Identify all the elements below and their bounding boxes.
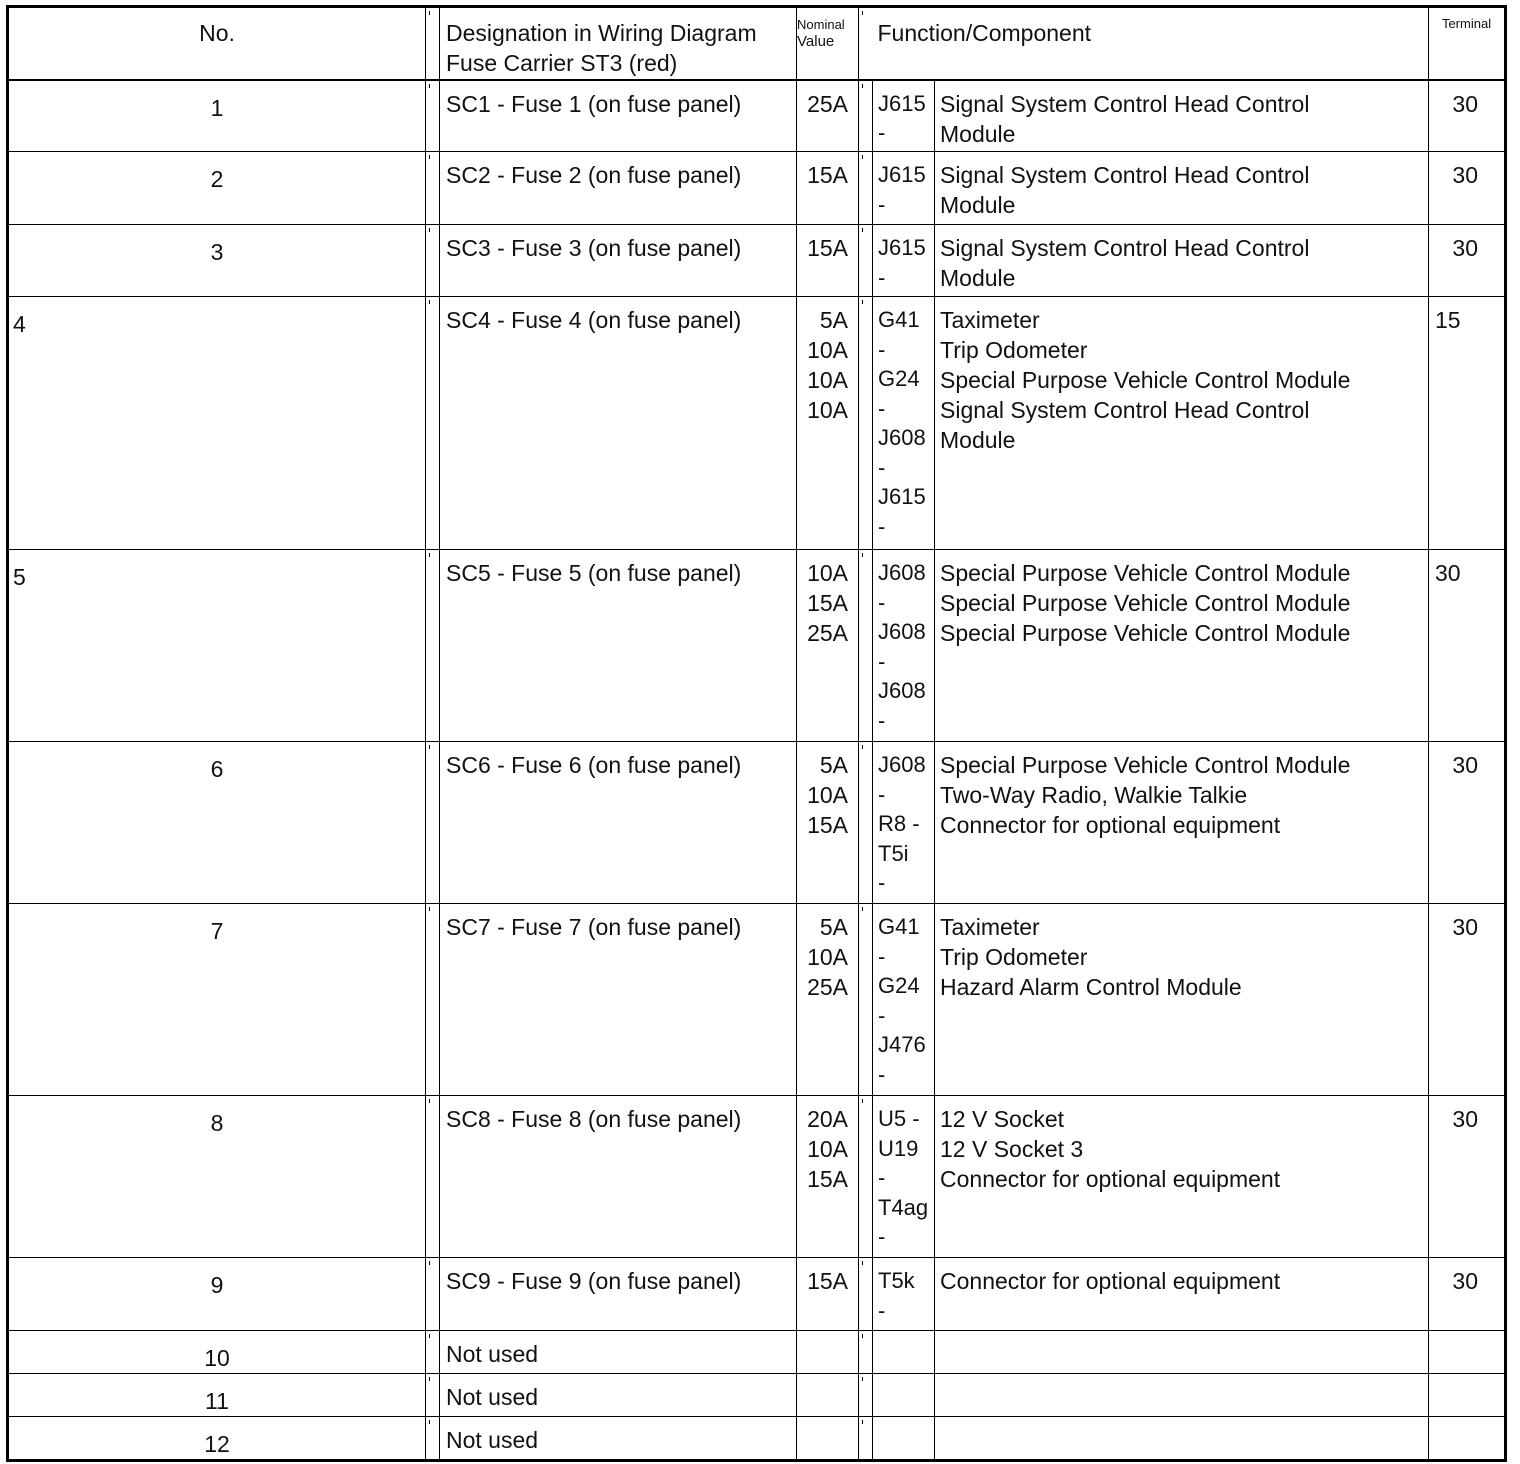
row-spacer-2 — [859, 152, 873, 225]
nominal-value: 10A — [807, 1136, 848, 1162]
component-code: - — [878, 120, 886, 145]
function-line: Special Purpose Vehicle Control Module — [940, 620, 1351, 646]
nominal-value: 15A — [807, 1166, 848, 1192]
header-designation-line2: Fuse Carrier ST3 (red) — [446, 50, 678, 76]
row-number: 10 — [8, 1331, 426, 1374]
table-row — [8, 1258, 1506, 1331]
row-designation: SC2 - Fuse 2 (on fuse panel) — [440, 152, 797, 225]
nominal-value: 10A — [807, 337, 848, 363]
header-no: No. — [8, 7, 426, 80]
row-nominal-value — [797, 80, 859, 152]
row-designation: SC6 - Fuse 6 (on fuse panel) — [440, 742, 797, 904]
component-code: J615 — [878, 235, 926, 260]
row-spacer — [426, 1258, 440, 1331]
row-spacer — [426, 1331, 440, 1374]
component-code: J615 — [878, 484, 926, 509]
table-row — [8, 1331, 1506, 1374]
function-line: Special Purpose Vehicle Control Module — [940, 367, 1351, 393]
row-component-code — [873, 1096, 935, 1258]
row-function — [935, 297, 1429, 550]
table-row — [8, 904, 1506, 1096]
component-code: - — [878, 1297, 886, 1323]
row-designation: Not used — [440, 1374, 797, 1417]
row-nominal-value — [797, 1258, 859, 1331]
function-line: Two-Way Radio, Walkie Talkie — [940, 782, 1248, 808]
row-component-code — [873, 225, 935, 297]
row-number: 11 — [8, 1374, 426, 1417]
row-spacer-2 — [859, 1258, 873, 1331]
row-function — [935, 904, 1429, 1096]
component-code: J608 — [878, 678, 926, 703]
row-function — [935, 1417, 1429, 1461]
row-nominal-value — [797, 152, 859, 225]
row-spacer — [426, 550, 440, 742]
row-spacer-2 — [859, 550, 873, 742]
header-nominal-value — [797, 7, 859, 80]
nominal-value: 15A — [807, 812, 848, 838]
row-function — [935, 1258, 1429, 1331]
table-row — [8, 1374, 1506, 1417]
function-line: Taximeter — [940, 914, 1040, 940]
row-terminal — [1429, 1331, 1506, 1374]
row-component-code — [873, 80, 935, 152]
row-terminal: 30 — [1429, 225, 1506, 297]
row-spacer-2 — [859, 1096, 873, 1258]
row-terminal: 30 — [1429, 904, 1506, 1096]
row-component-code — [873, 297, 935, 550]
row-function — [935, 1374, 1429, 1417]
row-spacer-2 — [859, 225, 873, 297]
row-spacer — [426, 297, 440, 550]
row-spacer-2 — [859, 297, 873, 550]
row-spacer — [426, 904, 440, 1096]
function-line: Signal System Control Head Control — [940, 162, 1310, 188]
component-code: G24 — [878, 366, 920, 391]
component-code: - — [878, 513, 886, 539]
function-line: Connector for optional equipment — [940, 1268, 1281, 1294]
row-nominal-value — [797, 1331, 859, 1374]
row-component-code — [873, 1331, 935, 1374]
function-line: Connector for optional equipment — [940, 1166, 1281, 1192]
row-terminal: 30 — [1429, 1096, 1506, 1258]
row-designation: SC1 - Fuse 1 (on fuse panel) — [440, 80, 797, 152]
table-row — [8, 1096, 1506, 1258]
row-number: 1 — [8, 80, 426, 152]
row-component-code — [873, 1417, 935, 1461]
header-spacer — [426, 7, 440, 80]
component-code: - — [878, 781, 886, 807]
component-code: - — [878, 1002, 886, 1028]
function-line: Module — [940, 192, 1016, 218]
nominal-value: 15A — [807, 590, 848, 616]
row-function — [935, 1096, 1429, 1258]
row-spacer — [426, 225, 440, 297]
row-component-code — [873, 904, 935, 1096]
row-designation: SC8 - Fuse 8 (on fuse panel) — [440, 1096, 797, 1258]
function-line: 12 V Socket — [940, 1106, 1065, 1132]
component-code: J608 — [878, 619, 926, 644]
row-number: 3 — [8, 225, 426, 297]
table-row — [8, 1417, 1506, 1461]
header-spacer-2 — [859, 7, 873, 80]
nominal-value: 25A — [807, 620, 848, 646]
row-spacer-2 — [859, 742, 873, 904]
table-header-row — [8, 7, 1506, 80]
table-row — [8, 742, 1506, 904]
header-designation — [440, 7, 797, 80]
function-line: Taximeter — [940, 307, 1040, 333]
table-row — [8, 152, 1506, 225]
function-line: 12 V Socket 3 — [940, 1136, 1084, 1162]
nominal-value: 10A — [807, 782, 848, 808]
header-designation-line1: Designation in Wiring Diagram — [446, 20, 757, 46]
function-line: Special Purpose Vehicle Control Module — [940, 560, 1351, 586]
row-nominal-value — [797, 1096, 859, 1258]
row-component-code — [873, 1258, 935, 1331]
row-nominal-value — [797, 1374, 859, 1417]
row-designation: SC9 - Fuse 9 (on fuse panel) — [440, 1258, 797, 1331]
row-spacer — [426, 742, 440, 904]
row-spacer-2 — [859, 1374, 873, 1417]
row-terminal: 30 — [1429, 1258, 1506, 1331]
row-function — [935, 742, 1429, 904]
table-row — [8, 225, 1506, 297]
component-code: U5 - — [878, 1106, 920, 1131]
component-code: - — [878, 943, 886, 969]
row-number: 4 — [8, 297, 426, 550]
row-component-code — [873, 742, 935, 904]
component-code: - — [878, 454, 886, 480]
component-code: U19 — [878, 1135, 919, 1161]
function-line: Signal System Control Head Control — [940, 235, 1310, 261]
row-designation: SC3 - Fuse 3 (on fuse panel) — [440, 225, 797, 297]
fuse-carrier-table — [6, 5, 1507, 1462]
nominal-value: 20A — [807, 1106, 848, 1132]
row-number: 5 — [8, 550, 426, 742]
row-spacer — [426, 1096, 440, 1258]
component-code: - — [878, 191, 886, 217]
row-terminal: 30 — [1429, 152, 1506, 225]
component-code: - — [878, 1061, 886, 1087]
header-nominal-line1: Nominal — [797, 17, 845, 32]
nominal-value: 5A — [819, 752, 848, 778]
table-row — [8, 297, 1506, 550]
component-code: - — [878, 1165, 886, 1190]
function-line: Signal System Control Head Control — [940, 90, 1310, 117]
function-line: Module — [940, 120, 1016, 147]
nominal-value: 25A — [807, 90, 848, 117]
function-line: Signal System Control Head Control — [940, 397, 1310, 423]
table-row — [8, 80, 1506, 152]
component-code: J615 — [878, 162, 926, 187]
table-row — [8, 550, 1506, 742]
row-terminal: 15 — [1429, 297, 1506, 550]
row-spacer — [426, 1374, 440, 1417]
row-designation: SC7 - Fuse 7 (on fuse panel) — [440, 904, 797, 1096]
nominal-value: 10A — [807, 397, 848, 423]
row-component-code — [873, 152, 935, 225]
component-code: R8 - — [878, 811, 920, 836]
row-designation: SC5 - Fuse 5 (on fuse panel) — [440, 550, 797, 742]
row-spacer-2 — [859, 904, 873, 1096]
component-code: - — [878, 589, 886, 615]
function-line: Trip Odometer — [940, 944, 1088, 970]
component-code: J608 — [878, 560, 926, 585]
component-code: J476 — [878, 1032, 926, 1057]
row-designation: Not used — [440, 1417, 797, 1461]
component-code: - — [878, 264, 886, 290]
component-code: J615 — [878, 90, 926, 116]
function-line: Special Purpose Vehicle Control Module — [940, 590, 1351, 616]
row-terminal — [1429, 1417, 1506, 1461]
row-spacer — [426, 1417, 440, 1461]
row-terminal: 30 — [1429, 550, 1506, 742]
component-code: T4ag — [878, 1194, 929, 1220]
nominal-value: 10A — [807, 944, 848, 970]
nominal-value: 5A — [819, 307, 848, 333]
row-nominal-value — [797, 225, 859, 297]
row-function — [935, 1331, 1429, 1374]
component-code: T5i — [878, 840, 909, 866]
nominal-value: 25A — [807, 974, 848, 1000]
function-line: Special Purpose Vehicle Control Module — [940, 752, 1351, 778]
component-code: - — [878, 336, 886, 362]
row-spacer-2 — [859, 1417, 873, 1461]
function-line: Connector for optional equipment — [940, 812, 1281, 838]
row-nominal-value — [797, 550, 859, 742]
row-component-code — [873, 1374, 935, 1417]
header-terminal: Terminal — [1429, 7, 1506, 80]
nominal-value: 15A — [807, 1268, 848, 1294]
row-function — [935, 152, 1429, 225]
row-spacer-2 — [859, 1331, 873, 1374]
function-line: Hazard Alarm Control Module — [940, 974, 1242, 1000]
row-function — [935, 80, 1429, 152]
component-code: T5k — [878, 1268, 915, 1293]
row-number: 6 — [8, 742, 426, 904]
function-line: Trip Odometer — [940, 337, 1088, 363]
row-spacer-2 — [859, 80, 873, 152]
nominal-value: 10A — [807, 367, 848, 393]
function-line: Module — [940, 265, 1016, 291]
row-spacer — [426, 80, 440, 152]
row-spacer — [426, 152, 440, 225]
nominal-value: 10A — [807, 560, 848, 586]
row-number: 7 — [8, 904, 426, 1096]
row-nominal-value — [797, 742, 859, 904]
row-nominal-value — [797, 904, 859, 1096]
nominal-value: 15A — [807, 235, 848, 261]
row-component-code — [873, 550, 935, 742]
function-line: Module — [940, 427, 1016, 453]
row-designation: Not used — [440, 1331, 797, 1374]
row-nominal-value — [797, 1417, 859, 1461]
component-code: J608 — [878, 425, 926, 450]
row-number: 2 — [8, 152, 426, 225]
header-nominal-line2: Value — [797, 33, 835, 50]
component-code: G24 — [878, 973, 920, 998]
row-number: 8 — [8, 1096, 426, 1258]
row-function — [935, 225, 1429, 297]
row-terminal: 30 — [1429, 742, 1506, 904]
header-function: Function/Component — [873, 7, 1429, 80]
row-number: 9 — [8, 1258, 426, 1331]
component-code: - — [878, 395, 886, 421]
row-terminal: 30 — [1429, 80, 1506, 152]
row-nominal-value — [797, 297, 859, 550]
component-code: J608 — [878, 752, 926, 777]
component-code: G41 — [878, 307, 920, 332]
component-code: - — [878, 648, 886, 674]
component-code: G41 — [878, 914, 920, 939]
component-code: - — [878, 1224, 886, 1249]
row-function — [935, 550, 1429, 742]
component-code: - — [878, 707, 886, 733]
row-terminal — [1429, 1374, 1506, 1417]
nominal-value: 15A — [807, 162, 848, 188]
row-designation: SC4 - Fuse 4 (on fuse panel) — [440, 297, 797, 550]
row-number: 12 — [8, 1417, 426, 1461]
nominal-value: 5A — [819, 914, 848, 940]
component-code: - — [878, 870, 886, 895]
